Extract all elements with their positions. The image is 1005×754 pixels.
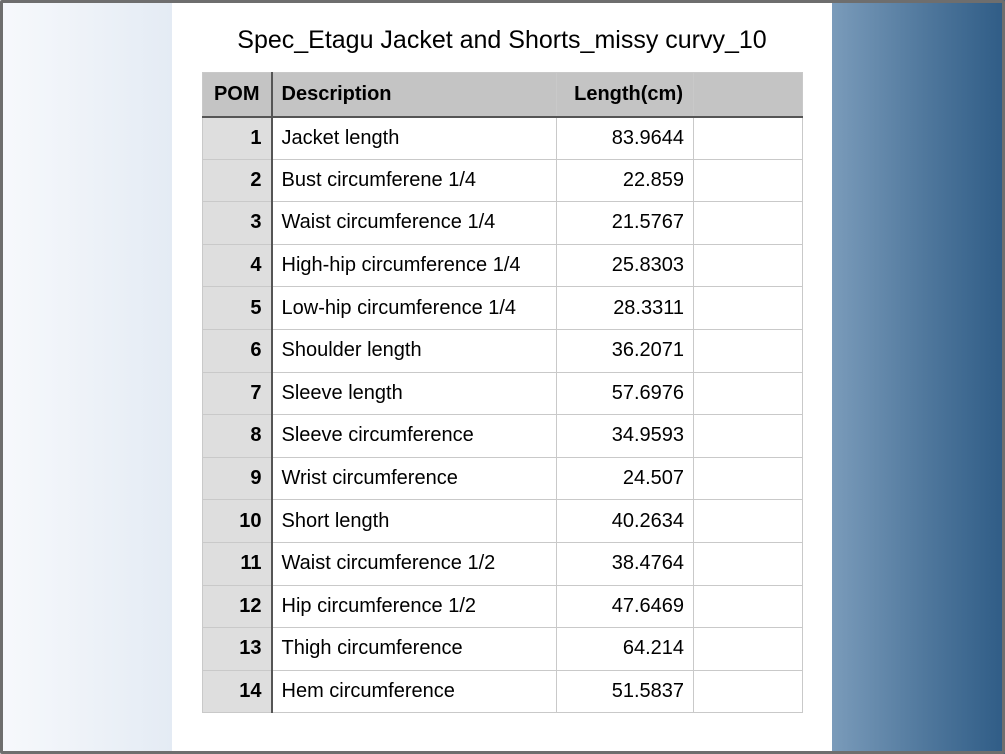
table-row: [203, 670, 803, 713]
pom-cell: 13: [203, 628, 272, 671]
description-cell: Thigh circumference: [272, 628, 557, 671]
header-pom: POM: [203, 73, 272, 117]
empty-cell: [694, 372, 803, 415]
table-row: [203, 244, 803, 287]
table-row: [203, 542, 803, 585]
description-cell: Shoulder length: [272, 329, 557, 372]
description-cell: Short length: [272, 500, 557, 543]
pom-cell: 10: [203, 500, 272, 543]
description-cell: Hem circumference: [272, 670, 557, 713]
table-body: [203, 117, 803, 713]
empty-cell: [694, 670, 803, 713]
length-cell: 83.9644: [557, 117, 694, 160]
empty-cell: [694, 244, 803, 287]
length-cell: 24.507: [557, 457, 694, 500]
description-cell: Sleeve circumference: [272, 415, 557, 458]
table-row: [203, 372, 803, 415]
empty-cell: [694, 202, 803, 245]
left-background-band: [0, 0, 172, 754]
length-cell: 38.4764: [557, 542, 694, 585]
pom-cell: 1: [203, 117, 272, 160]
empty-cell: [694, 329, 803, 372]
pom-cell: 6: [203, 329, 272, 372]
description-cell: Jacket length: [272, 117, 557, 160]
right-background-band: [832, 0, 1005, 754]
table-row: [203, 415, 803, 458]
table-row: [203, 329, 803, 372]
description-cell: Sleeve length: [272, 372, 557, 415]
description-cell: High-hip circumference 1/4: [272, 244, 557, 287]
empty-cell: [694, 585, 803, 628]
pom-cell: 11: [203, 542, 272, 585]
empty-cell: [694, 287, 803, 330]
pom-cell: 5: [203, 287, 272, 330]
description-cell: Wrist circumference: [272, 457, 557, 500]
length-cell: 28.3311: [557, 287, 694, 330]
table-row: [203, 500, 803, 543]
description-cell: Waist circumference 1/2: [272, 542, 557, 585]
empty-cell: [694, 415, 803, 458]
pom-cell: 9: [203, 457, 272, 500]
length-cell: 21.5767: [557, 202, 694, 245]
length-cell: 51.5837: [557, 670, 694, 713]
empty-cell: [694, 628, 803, 671]
description-cell: Waist circumference 1/4: [272, 202, 557, 245]
pom-cell: 12: [203, 585, 272, 628]
description-cell: Bust circumferene 1/4: [272, 159, 557, 202]
pom-cell: 8: [203, 415, 272, 458]
length-cell: 40.2634: [557, 500, 694, 543]
header-description: Description: [272, 73, 557, 117]
table-header-row: [203, 73, 803, 117]
empty-cell: [694, 117, 803, 160]
pom-cell: 14: [203, 670, 272, 713]
table-row: [203, 117, 803, 160]
length-cell: 34.9593: [557, 415, 694, 458]
document-title: Spec_Etagu Jacket and Shorts_missy curvy_10: [237, 26, 767, 54]
empty-cell: [694, 542, 803, 585]
length-cell: 22.859: [557, 159, 694, 202]
table-row: [203, 628, 803, 671]
pom-cell: 2: [203, 159, 272, 202]
length-cell: 47.6469: [557, 585, 694, 628]
empty-cell: [694, 457, 803, 500]
table-row: [203, 159, 803, 202]
length-cell: 25.8303: [557, 244, 694, 287]
empty-cell: [694, 159, 803, 202]
pom-cell: 4: [203, 244, 272, 287]
spec-table: [202, 72, 803, 713]
header-empty: [694, 73, 803, 117]
length-cell: 36.2071: [557, 329, 694, 372]
table-row: [203, 457, 803, 500]
length-cell: 64.214: [557, 628, 694, 671]
table-row: [203, 287, 803, 330]
empty-cell: [694, 500, 803, 543]
header-length: Length(cm): [557, 73, 694, 117]
length-cell: 57.6976: [557, 372, 694, 415]
description-cell: Hip circumference 1/2: [272, 585, 557, 628]
table-row: [203, 585, 803, 628]
table-row: [203, 202, 803, 245]
description-cell: Low-hip circumference 1/4: [272, 287, 557, 330]
pom-cell: 3: [203, 202, 272, 245]
pom-cell: 7: [203, 372, 272, 415]
